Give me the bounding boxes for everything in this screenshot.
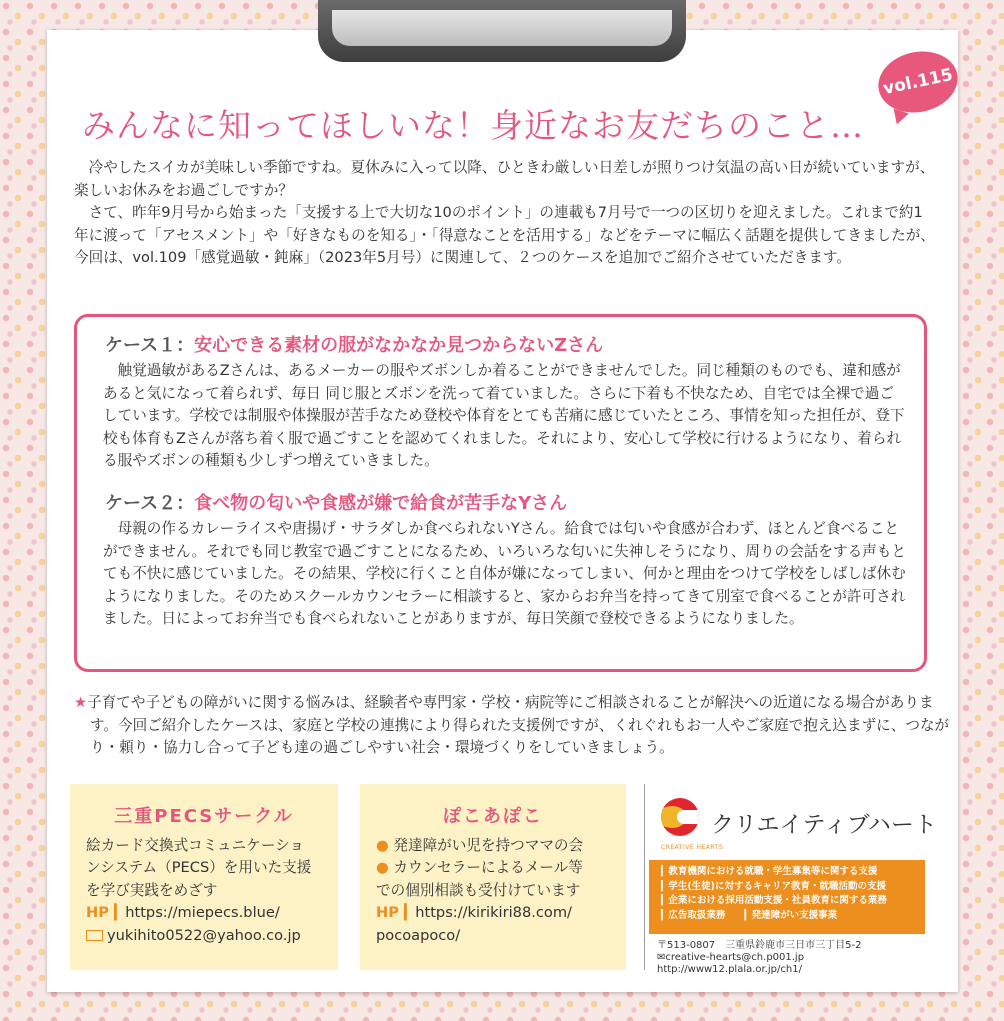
mail-icon: ✉ bbox=[657, 952, 666, 963]
clipboard-clip bbox=[318, 0, 686, 62]
pecs-hp-row bbox=[86, 902, 338, 925]
case-1-heading bbox=[105, 331, 603, 357]
company-subtitle: CREATIVE HEARTS bbox=[661, 844, 724, 851]
pocoapoco-title: ぽこあぽこ bbox=[443, 806, 543, 827]
poco-line bbox=[376, 835, 626, 858]
creative-hearts-ad bbox=[644, 784, 937, 975]
intro-text bbox=[74, 157, 936, 270]
pocoapoco-box bbox=[360, 784, 626, 970]
pecs-email-row bbox=[86, 925, 338, 948]
case-2-body: 母親の作るカレーライスや唐揚げ・サラダしか食べられないYさん。給食では匂いや食感が合わず、ほとんど食べることができません。それでも同じ教室で過ごすことになるため、いろいろな匂いに失神しそうになり、周りの会話をする声もとても不快に感じていました。その結果、学校に行くこと自体が嫌になってしまい、何かと理由をつけて学校をしばしば休むようになりました。そのためスクールカウンセラーに相談すると、家からお弁当を持ってきて別室で食べることが許可されました。日によってお弁当でも食べられないことがありますが、毎日笑顔で登校できるようになりました。 bbox=[103, 520, 906, 627]
service-item: ▎企業における採用活動支援・社員教育に関する業務 bbox=[661, 895, 887, 906]
pecs-line: ンシステム（PECS）を用いた支援 bbox=[86, 859, 312, 876]
service-item-text: 広告取扱業務 bbox=[668, 909, 726, 921]
company-contact bbox=[657, 940, 861, 976]
service-item-text: 企業における採用活動支援・社員教育に関する業務 bbox=[668, 895, 887, 906]
company-email[interactable]: creative-hearts@ch.p001.jp bbox=[665, 952, 805, 963]
mail-icon bbox=[86, 930, 103, 941]
company-email-row bbox=[657, 952, 861, 964]
poco-line: での個別相談も受付けています bbox=[376, 881, 581, 899]
bullet-icon: ● bbox=[376, 836, 389, 854]
pecs-email-link[interactable]: yukihito0522@yahoo.co.jp bbox=[107, 926, 301, 944]
pecs-title: 三重PECSサークル bbox=[114, 806, 294, 827]
vol-badge: vol.115 bbox=[873, 44, 964, 119]
services-list bbox=[649, 860, 925, 934]
hp-label: HP bbox=[376, 904, 399, 921]
case-1-title: 安心できる素材の服がなかなか見つからないZさん bbox=[194, 335, 604, 356]
pecs-hp-link[interactable]: https://miepecs.blue/ bbox=[125, 904, 280, 921]
service-item: ▎学生(生徒)に対するキャリア教育・就職活動の支援 bbox=[661, 880, 886, 892]
service-item-text: 発達障がい支援事業 bbox=[751, 909, 838, 921]
poco-hp-row bbox=[376, 902, 626, 925]
case-1-label: ケース１： bbox=[105, 335, 195, 356]
clip-plate bbox=[332, 10, 672, 46]
poco-hp-continued[interactable]: pocoapoco/ bbox=[376, 926, 461, 944]
poco-line-text: カウンセラーによるメール等 bbox=[393, 859, 583, 876]
service-item: ▎広告取扱業務 ▎発達障がい支援事業 bbox=[661, 909, 838, 921]
service-item-text: 教育機関における就職・学生募集等に関する支援 bbox=[668, 866, 878, 877]
service-item-text: 学生(生徒)に対するキャリア教育・就職活動の支援 bbox=[668, 880, 886, 892]
poco-line-text: 発達障がい児を持つママの会 bbox=[393, 836, 584, 854]
pecs-circle-box bbox=[70, 784, 338, 970]
service-item: ▎教育機関における就職・学生募集等に関する支援 bbox=[661, 866, 878, 877]
case-2-title: 食べ物の匂いや食感が嫌で給食が苦手なYさん bbox=[194, 493, 568, 514]
cases-box bbox=[74, 314, 927, 672]
advice-note bbox=[74, 692, 952, 760]
poco-hp-link[interactable]: https://kirikiri88.com/ bbox=[415, 904, 572, 921]
case-1-body: 触覚過敏があるZさんは、あるメーカーの服やズボンしか着ることができませんでした。同じ種類のものでも、違和感があると気になって着られず、毎日 同じ服とズボンを洗って着ていました。さらに下着も不快なため、自宅では全裸で過ごしています。学校では制服や体操服が苦手なため登校や体育をとても苦痛に感じていたところ、事情を知った担任が、登下校も体育もZさんが落ち着く服で過ごすことを認めてくれました。それにより、安心して学校に行けるようになり、着られる服やズボンの種類も少しずつ増えていきました。 bbox=[103, 362, 905, 469]
company-name: クリエイティブハート bbox=[711, 812, 937, 838]
hp-label: HP bbox=[86, 904, 109, 921]
company-address: 〒513-0807 三重県鈴鹿市三日市三丁目5-2 bbox=[657, 940, 862, 951]
company-url[interactable]: http://www12.plala.or.jp/ch1/ bbox=[657, 964, 802, 975]
hp-separator: ▎ bbox=[108, 904, 126, 921]
star-icon: ★ bbox=[74, 694, 88, 711]
hp-separator: ▎ bbox=[398, 904, 416, 921]
bullet-icon: ● bbox=[376, 859, 389, 876]
pecs-line: を学び実践をめざす bbox=[86, 881, 218, 899]
case-2-label: ケース２： bbox=[105, 493, 195, 514]
case-2-heading bbox=[105, 489, 567, 515]
pecs-line: 絵カード交換式コミュニケーショ bbox=[86, 836, 305, 854]
intro-paragraph-2: さて、昨年9月号から始まった「支援する上で大切な10のポイント」の連載も7月号で一つの区切りを迎えました。これまで約1年に渡って「アセスメント」や「好きなものを知る」・「得意なことを活用する」などをテーマに幅広く話題を提供してきましたが、今回は、vol.109「感覚過敏・鈍麻」（2023年5月号）に関連して、２つのケースを追加でご紹介させていただきます。 bbox=[74, 204, 935, 266]
advice-note-text: 子育てや子どもの障がいに関する悩みは、経験者や専門家・学校・病院等にご相談されることが解決への近道になる場合があります。今回ご紹介したケースは、家庭と学校の連携により得られた支援例ですが、くれぐれもお一人やご家庭で抱え込まずに、つながり・頼り・協力し合って子ども達の過ごしやすい社会・環境づくりをしていきましょう。 bbox=[87, 694, 950, 756]
page-title: みんなに知ってほしいな！身近なお友だちのこと… bbox=[82, 106, 864, 145]
creative-hearts-logo-icon bbox=[661, 798, 699, 836]
poco-line bbox=[376, 857, 626, 880]
intro-paragraph-1: 冷やしたスイカが美味しい季節ですね。夏休みに入って以降、ひときわ厳しい日差しが照りつけ気温の高い日が続いていますが、楽しいお休みをお過ごしですか？ bbox=[74, 159, 935, 199]
